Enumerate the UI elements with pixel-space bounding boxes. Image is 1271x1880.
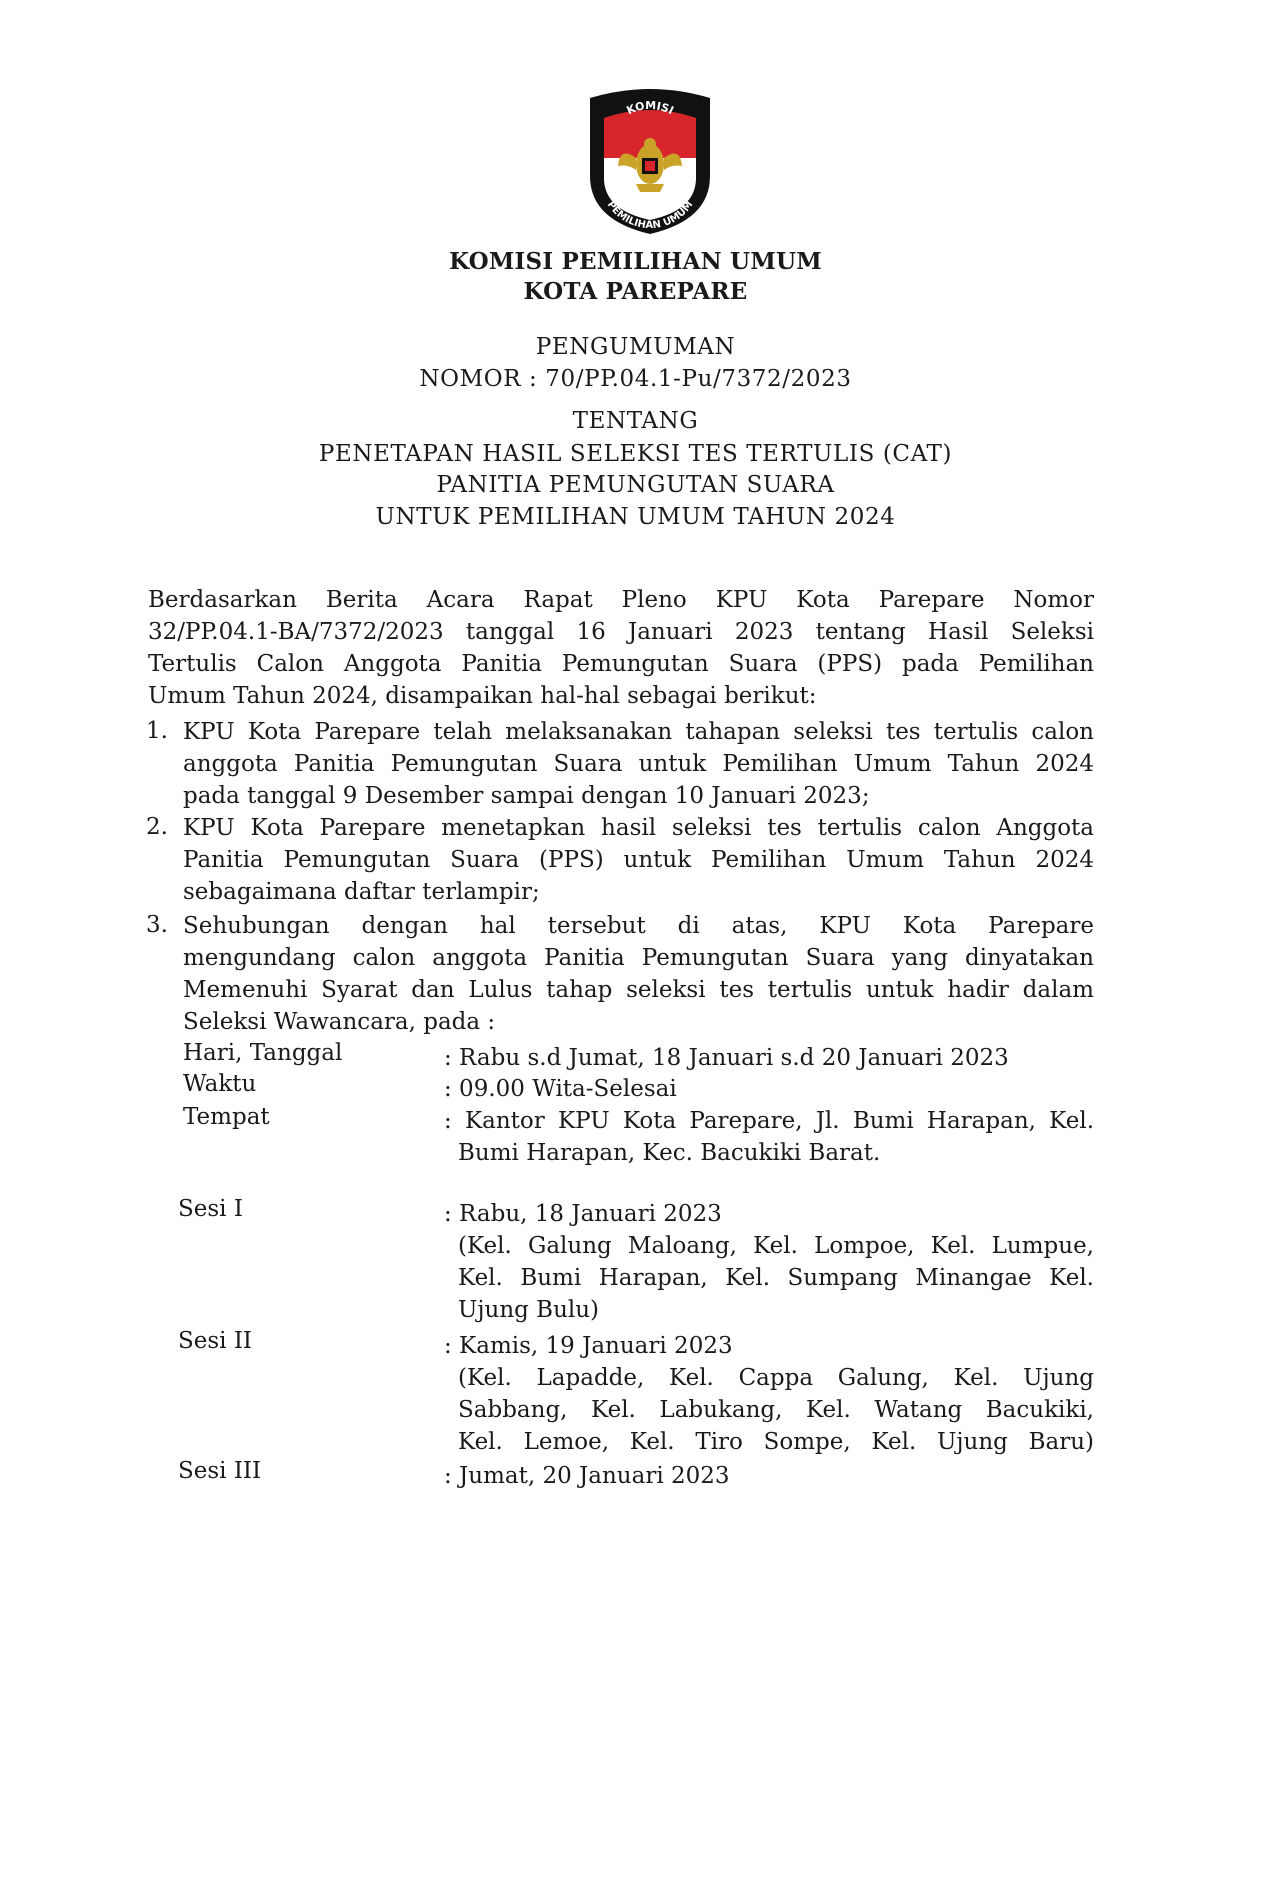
- list-item: [183, 910, 1094, 1038]
- session-label: Sesi III: [178, 1458, 262, 1484]
- schedule-place-value: [444, 1105, 1094, 1169]
- list-item-line: Panitia Pemungutan Suara (PPS) untuk Pemilihan Umum Tahun 2024: [183, 847, 1094, 873]
- list-item-line: anggota Panitia Pemungutan Suara untuk Pemilihan Umum Tahun 2024: [183, 751, 1094, 777]
- session-line: (Kel. Lapadde, Kel. Cappa Galung, Kel. Ujung: [458, 1365, 1094, 1391]
- session-line: (Kel. Galung Maloang, Kel. Lompoe, Kel. Lumpue,: [458, 1233, 1094, 1259]
- list-item: [183, 716, 1094, 812]
- subject-line-1: PENETAPAN HASIL SELEKSI TES TERTULIS (CAT): [318, 441, 953, 467]
- session-line: Kel. Lemoe, Kel. Tiro Sompe, Kel. Ujung Baru): [458, 1429, 1094, 1455]
- session-day: : Rabu, 18 Januari 2023: [444, 1201, 722, 1227]
- about-label: TENTANG: [572, 408, 699, 434]
- logo-dot-right: [689, 167, 695, 173]
- kpu-logo: [584, 88, 716, 238]
- logo-dot-left: [605, 167, 611, 173]
- list-number: 2.: [146, 814, 168, 840]
- list-item-line: Sehubungan dengan hal tersebut di atas, KPU Kota Parepare: [183, 913, 1094, 939]
- list-item-line: Seleksi Wawancara, pada :: [183, 1009, 496, 1035]
- session-details: [444, 1198, 1094, 1326]
- subject-line-3: UNTUK PEMILIHAN UMUM TAHUN 2024: [375, 504, 896, 530]
- place-line: : Kantor KPU Kota Parepare, Jl. Bumi Harapan, Kel.: [444, 1108, 1094, 1134]
- list-item-line: Memenuhi Syarat dan Lulus tahap seleksi tes tertulis untuk hadir dalam: [183, 977, 1094, 1003]
- session-day: : Kamis, 19 Januari 2023: [444, 1333, 733, 1359]
- list-item: [183, 812, 1094, 908]
- intro-line: 32/PP.04.1-BA/7372/2023 tanggal 16 Januari 2023 tentang Hasil Seleksi: [148, 619, 1094, 645]
- session-line: Sabbang, Kel. Labukang, Kel. Watang Bacukiki,: [458, 1397, 1094, 1423]
- org-city: KOTA PAREPARE: [523, 278, 748, 305]
- schedule-date-label: Hari, Tanggal: [183, 1040, 343, 1066]
- logo-bottom-text: PEMILIHAN UMUM: [604, 199, 696, 232]
- doc-type: PENGUMUMAN: [535, 334, 736, 360]
- session-details: [444, 1330, 1094, 1458]
- schedule-date-value: : Rabu s.d Jumat, 18 Januari s.d 20 Januari 2023: [444, 1045, 1009, 1071]
- schedule-time-value: : 09.00 Wita-Selesai: [444, 1076, 677, 1102]
- session-label: Sesi I: [178, 1196, 243, 1222]
- intro-line: Umum Tahun 2024, disampaikan hal-hal sebagai berikut:: [148, 683, 817, 709]
- intro-line: Berdasarkan Berita Acara Rapat Pleno KPU Kota Parepare Nomor: [148, 587, 1094, 613]
- session-label: Sesi II: [178, 1328, 253, 1354]
- session-line: Kel. Bumi Harapan, Kel. Sumpang Minangae Kel.: [458, 1265, 1094, 1291]
- session-details: [444, 1460, 1094, 1492]
- intro-paragraph: [148, 584, 1094, 712]
- list-item-line: pada tanggal 9 Desember sampai dengan 10 Januari 2023;: [183, 783, 870, 809]
- session-day: : Jumat, 20 Januari 2023: [444, 1463, 730, 1489]
- subject-line-2: PANITIA PEMUNGUTAN SUARA: [436, 472, 835, 498]
- doc-number: NOMOR : 70/PP.04.1-Pu/7372/2023: [419, 366, 852, 392]
- list-item-line: sebagaimana daftar terlampir;: [183, 879, 540, 905]
- list-number: 1.: [146, 718, 168, 744]
- place-line: Bumi Harapan, Kec. Bacukiki Barat.: [458, 1140, 881, 1166]
- intro-line: Tertulis Calon Anggota Panitia Pemungutan Suara (PPS) pada Pemilihan: [148, 651, 1094, 677]
- list-number: 3.: [146, 912, 168, 938]
- list-item-line: KPU Kota Parepare telah melaksanakan tahapan seleksi tes tertulis calon: [183, 719, 1094, 745]
- schedule-place-label: Tempat: [183, 1104, 270, 1130]
- list-item-line: KPU Kota Parepare menetapkan hasil seleksi tes tertulis calon Anggota: [183, 815, 1094, 841]
- list-item-line: mengundang calon anggota Panitia Pemungutan Suara yang dinyatakan: [183, 945, 1094, 971]
- org-name: KOMISI PEMILIHAN UMUM: [449, 248, 822, 275]
- schedule-time-label: Waktu: [183, 1071, 257, 1097]
- session-line: Ujung Bulu): [458, 1297, 600, 1323]
- logo-top-text: KOMISI: [624, 99, 676, 118]
